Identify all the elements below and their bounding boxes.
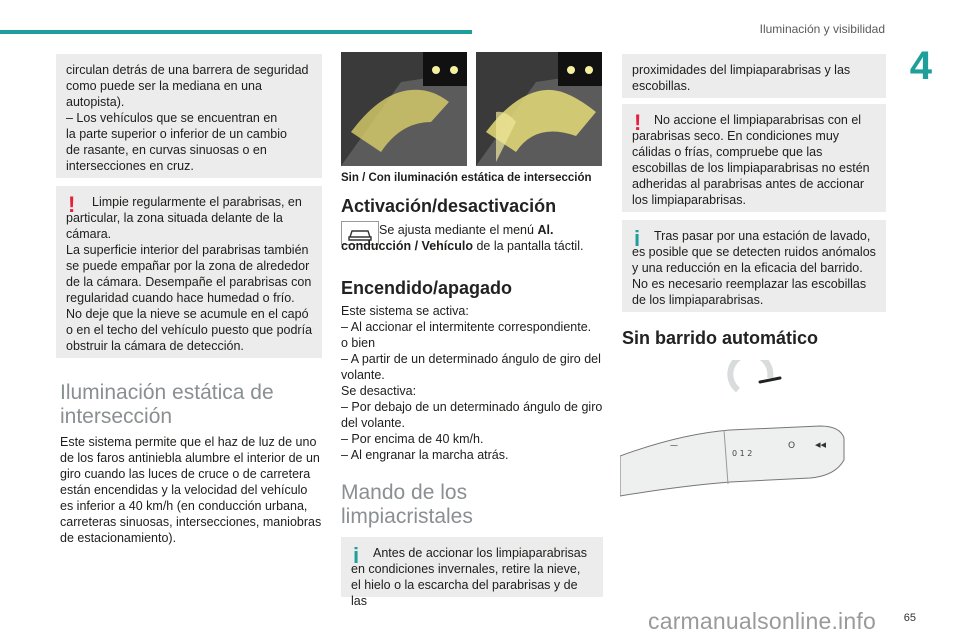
heading-no-auto-wipe: Sin barrido automático [622,328,819,348]
continuation-box-col3 [622,54,886,98]
wiper-stalk-illustration [620,360,850,500]
info-icon: i [634,226,641,251]
info-text-winter: Antes de accionar los limpiaparabrisas en condiciones invernales, retire la nieve, el hielo o la escarcha del parabrisas y de las [351,546,587,608]
warning-box-dry [622,104,886,212]
heading-activation: Activación/desactivación [341,196,557,216]
header-accent-bar [0,30,472,34]
watermark: carmanualsonline.info [648,608,876,634]
heading-wiper-control: Mando de los limpiacristales [341,481,473,528]
illustration-without-lighting [341,52,467,166]
continuation-text: circulan detrás de una barrera de seguridad como puede ser la mediana en una autopista). – Los vehículos que se encuentran en la parte superior o inferior de un cambio de rasante, en curvas sinuosas o en intersecciones en cruz. [66,63,309,173]
warning-icon: ! [634,110,642,135]
warning-text-dry: No accione el limpiaparabrisas con el parabrisas seco. En condiciones muy cálidas o frías, compruebe que las escobillas de los limpiaparabrisas no estén adheridas al parabrisas antes de accionar los limpiaparabrisas. [632,113,870,207]
svg-text:⁓: ⁓ [670,441,678,450]
static-lighting-body: Este sistema permite que el haz de luz de uno de los faros antiniebla alumbre el interior de un giro cuando las luces de cruce o de carretera están encendidas y la velocidad del vehículo es inferior a 40 km/h (en conducción urbana, carreteras sinuosas, intersecciones, maniobras de estacionamiento). [60,435,322,545]
heading-on-off: Encendido/apagado [341,278,513,298]
chapter-number: 4 [909,44,932,88]
svg-text:◂◂: ◂◂ [815,438,827,451]
page-number: 65 [903,612,916,624]
heading-static-lighting: Iluminación estática de intersección [60,381,274,428]
warning-icon: ! [68,192,76,217]
info-text-carwash: Tras pasar por una estación de lavado, es posible que se detecten ruidos anómalos y una reducción en la eficacia del barrido. No es necesario reemplazar las escobillas de los limpiaparabrisas. [632,229,876,307]
svg-text:O: O [788,441,796,451]
info-icon: i [353,543,360,568]
activation-text: Se ajusta mediante el menú Al. conducción / Vehículo de la pantalla táctil. [341,223,584,253]
info-box-carwash [622,220,886,312]
info-box-winter [341,537,603,608]
on-off-text: Este sistema se activa: – Al accionar el intermitente correspondiente. o bien – A partir de un determinado ángulo de giro del volante. Se desactiva: – Por debajo de un determinado ángulo de giro del volante. – Por encima de 40 km/h. – Al engranar la marcha atrás. [341,304,603,462]
warning-box-camera [56,186,322,358]
illustration-with-lighting [476,52,602,166]
continuation-text-col3: proximidades del limpiaparabrisas y las escobillas. [632,63,851,93]
figure-caption: Sin / Con iluminación estática de intersección [341,172,592,184]
section-title: Iluminación y visibilidad [759,22,885,36]
svg-text:0 1 2: 0 1 2 [732,449,753,458]
continuation-box [56,54,322,178]
warning-text: Limpie regularmente el parabrisas, en particular, la zona situada delante de la cámara. La superficie interior del parabrisas también se puede empañar por la zona de alrededor de la cámara. Desempañe el parabrisas con regularidad cuando hace humedad o frío. No deje que la nieve se acumule en el capó o en el techo del vehículo puesto que podría obstruir la cámara de detección. [66,195,313,353]
